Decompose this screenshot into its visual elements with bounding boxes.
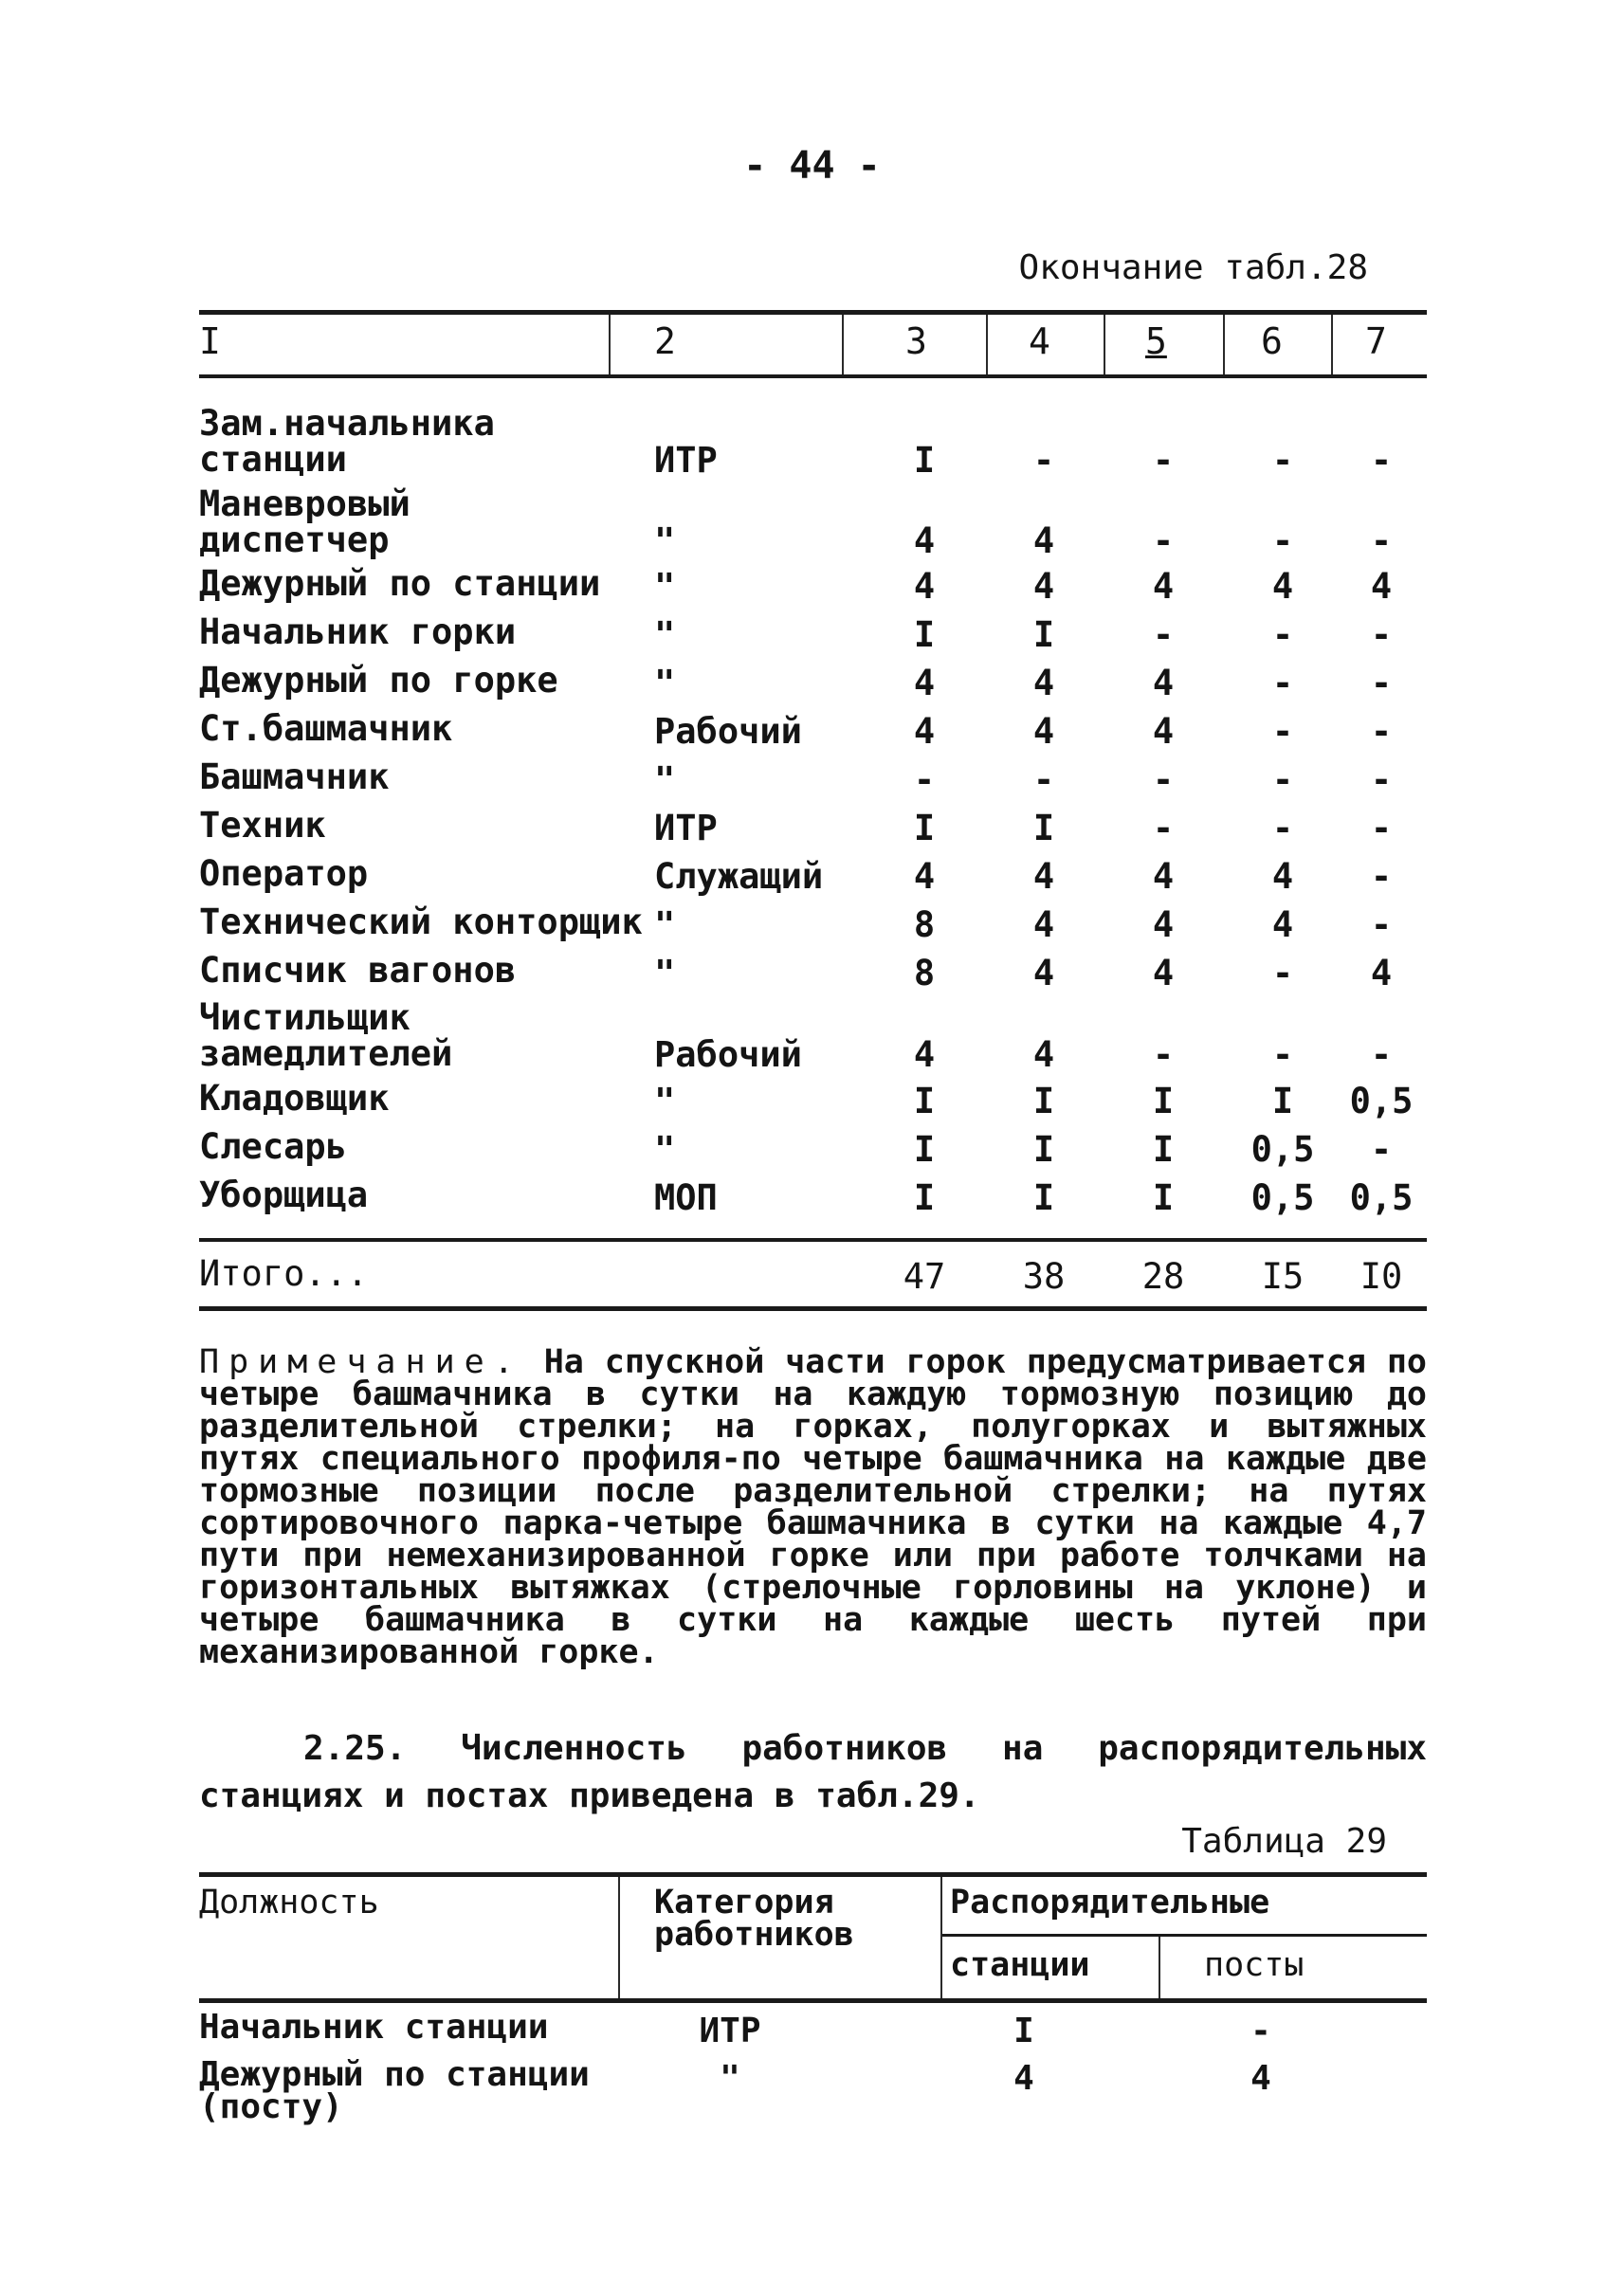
row-value: -	[1271, 440, 1294, 481]
total-value: I5	[1261, 1256, 1305, 1297]
row-value: 0,5	[1349, 1081, 1414, 1121]
row-position: Ст.башмачник	[199, 708, 453, 749]
row-value: I	[1152, 1081, 1175, 1121]
row-value: I	[913, 808, 936, 848]
header-col-7: 7	[1365, 320, 1387, 362]
row-category: "	[654, 759, 676, 800]
row-value: -	[1370, 711, 1393, 752]
row-value: -	[1271, 614, 1294, 655]
row-value: 4	[1152, 663, 1175, 703]
row-value: 4	[913, 663, 936, 703]
header-col-6: 6	[1261, 320, 1283, 362]
row-position: Техник	[199, 805, 326, 846]
row-value: -	[1152, 520, 1175, 561]
header-col-5: 5	[1145, 320, 1167, 362]
row-value: 4	[1032, 663, 1055, 703]
row-value: 4	[1032, 566, 1055, 607]
row-category: "	[654, 1129, 676, 1170]
row-category: ИТР	[654, 440, 718, 481]
header-posts: посты	[1204, 1946, 1305, 1984]
row-value: I	[1032, 1129, 1055, 1170]
note-label: Примечание.	[199, 1343, 523, 1381]
total-value: 38	[1022, 1256, 1066, 1297]
row-value: I	[1032, 808, 1055, 848]
row-value: 4	[1032, 520, 1055, 561]
row-value: 4	[1370, 566, 1393, 607]
row-value: 8	[913, 904, 936, 945]
row-value: -	[1370, 1034, 1393, 1075]
row-value: 4	[913, 711, 936, 752]
row-position: Башмачник	[199, 756, 390, 797]
row-value: 0,5	[1349, 1177, 1414, 1218]
column-divider	[842, 315, 844, 374]
row-value: 4	[913, 1034, 936, 1075]
row-position: Уборщица	[199, 1175, 369, 1215]
row-value: I	[913, 440, 936, 481]
row-value: -	[1152, 1034, 1175, 1075]
row-category: "	[654, 1081, 676, 1121]
row-value: -	[1370, 759, 1393, 800]
row-value: I	[913, 614, 936, 655]
row-category: "	[720, 2059, 740, 2098]
row-value: -	[1032, 440, 1055, 481]
row-value: 4	[1271, 566, 1294, 607]
page-number: - 44 -	[743, 144, 881, 188]
row-value: 4	[1032, 953, 1055, 993]
table-total-rule	[199, 1238, 1427, 1242]
row-position: Зам.начальника станции	[199, 403, 495, 480]
row-value: 0,5	[1250, 1129, 1315, 1170]
row-stations: 4	[1013, 2059, 1034, 2098]
table-note	[199, 1343, 1427, 1671]
row-value: -	[1152, 759, 1175, 800]
row-value: -	[1271, 953, 1294, 993]
row-category: "	[654, 566, 676, 607]
row-value: -	[1271, 663, 1294, 703]
row-value: -	[1271, 759, 1294, 800]
total-value: 47	[903, 1256, 946, 1297]
row-category: "	[654, 663, 676, 703]
row-value: -	[1271, 808, 1294, 848]
total-label: Итого...	[199, 1253, 369, 1294]
row-value: -	[1370, 663, 1393, 703]
row-category: "	[654, 520, 676, 561]
header-category: Категория работников	[654, 1884, 854, 1954]
row-value: I	[1152, 1177, 1175, 1218]
column-divider	[1159, 1937, 1160, 1998]
note-text: На спускной части горок предусматривается по четыре башмачника в сутки на каждую тормозную позицию до разделительной стрелки; на горках, полугорках и вытяжных путях специального профиля-по четыре башмачника на каждые две тормозные позиции после разделительной стрелки; на путях сортировочного парка-четыре башмачника в сутки на каждые 4,7 пути при немеханизированной горке или при работе толчками на горизонтальных вытяжках (стрелочные горловины на уклоне) и четыре башмачника в сутки на каждые шесть путей при механизированной горке.	[199, 1343, 1427, 1671]
row-category: Рабочий	[654, 1034, 802, 1075]
header-position: Должность	[199, 1884, 379, 1922]
row-value: -	[1152, 440, 1175, 481]
row-value: 4	[1032, 856, 1055, 897]
row-category: Рабочий	[654, 711, 802, 752]
row-value: 4	[1370, 953, 1393, 993]
row-value: -	[1152, 614, 1175, 655]
row-value: -	[1370, 904, 1393, 945]
header-col-4: 4	[1029, 320, 1050, 362]
table-29-header-rule	[199, 1998, 1427, 2003]
column-divider	[940, 1877, 942, 1998]
table-29-top-rule	[199, 1872, 1427, 1877]
table-caption: Окончание табл.28	[1018, 248, 1368, 287]
row-value: 4	[1032, 1034, 1055, 1075]
row-value: -	[1370, 440, 1393, 481]
row-value: I	[1032, 1081, 1055, 1121]
column-divider	[609, 315, 611, 374]
row-value: -	[1271, 711, 1294, 752]
row-value: 4	[913, 566, 936, 607]
row-value: -	[1152, 808, 1175, 848]
row-category: МОП	[654, 1177, 718, 1218]
row-position: Технический конторщик	[199, 902, 643, 942]
row-value: 4	[1032, 904, 1055, 945]
row-value: 4	[1152, 711, 1175, 752]
row-category: "	[654, 614, 676, 655]
row-category: ИТР	[654, 808, 718, 848]
row-value: 4	[1152, 856, 1175, 897]
row-value: 4	[1152, 566, 1175, 607]
row-value: -	[1370, 808, 1393, 848]
row-posts: -	[1250, 2012, 1271, 2050]
row-stations: I	[1013, 2012, 1034, 2050]
row-category: "	[654, 953, 676, 993]
row-value: -	[1370, 1129, 1393, 1170]
row-category: Служащий	[654, 856, 824, 897]
row-value: I	[913, 1129, 936, 1170]
row-posts: 4	[1250, 2059, 1271, 2098]
row-position: Маневровый диспетчер	[199, 483, 411, 560]
column-divider	[1104, 315, 1105, 374]
row-value: -	[1271, 1034, 1294, 1075]
row-value: I	[1032, 614, 1055, 655]
table-29-group-rule	[942, 1934, 1427, 1937]
row-position: Кладовщик	[199, 1078, 390, 1119]
row-position: Слесарь	[199, 1126, 347, 1167]
row-value: 8	[913, 953, 936, 993]
table-top-rule	[199, 310, 1427, 315]
row-position: Начальник горки	[199, 611, 517, 652]
table-bottom-rule	[199, 1306, 1427, 1311]
row-position: Дежурный по станции (посту)	[199, 2055, 590, 2126]
row-value: 4	[1271, 904, 1294, 945]
header-group: Распорядительные	[950, 1884, 1270, 1922]
row-value: I	[913, 1081, 936, 1121]
row-position: Дежурный по горке	[199, 660, 558, 701]
body-paragraph: 2.25. Численность работников на распорядительных станциях и постах приведена в табл.29.	[199, 1729, 1427, 1815]
row-value: 0,5	[1250, 1177, 1315, 1218]
header-col-1: I	[199, 320, 221, 362]
row-value: -	[1032, 759, 1055, 800]
row-value: I	[1271, 1081, 1294, 1121]
row-value: 4	[1032, 711, 1055, 752]
row-value: 4	[913, 856, 936, 897]
column-divider	[1223, 315, 1225, 374]
row-value: I	[1152, 1129, 1175, 1170]
table-29-caption: Таблица 29	[1181, 1822, 1387, 1861]
row-value: -	[913, 759, 936, 800]
row-category: ИТР	[699, 2012, 761, 2050]
column-divider	[618, 1877, 620, 1998]
row-value: -	[1370, 856, 1393, 897]
table-header-rule	[199, 374, 1427, 378]
row-value: -	[1370, 520, 1393, 561]
row-position: Чистильщик замедлителей	[199, 997, 453, 1074]
row-position: Дежурный по станции	[199, 563, 601, 604]
total-value: I0	[1359, 1256, 1403, 1297]
row-value: 4	[1152, 904, 1175, 945]
row-position: Оператор	[199, 853, 369, 894]
header-stations: станции	[950, 1946, 1090, 1984]
row-value: I	[913, 1177, 936, 1218]
column-divider	[1331, 315, 1333, 374]
row-value: 4	[1271, 856, 1294, 897]
header-col-2: 2	[654, 320, 676, 362]
row-value: -	[1370, 614, 1393, 655]
header-col-3: 3	[905, 320, 927, 362]
row-position: Списчик вагонов	[199, 950, 517, 991]
row-value: I	[1032, 1177, 1055, 1218]
total-value: 28	[1141, 1256, 1185, 1297]
column-divider	[986, 315, 988, 374]
row-category: "	[654, 904, 676, 945]
row-position: Начальник станции	[199, 2008, 549, 2047]
row-value: 4	[1152, 953, 1175, 993]
row-value: 4	[913, 520, 936, 561]
row-value: -	[1271, 520, 1294, 561]
